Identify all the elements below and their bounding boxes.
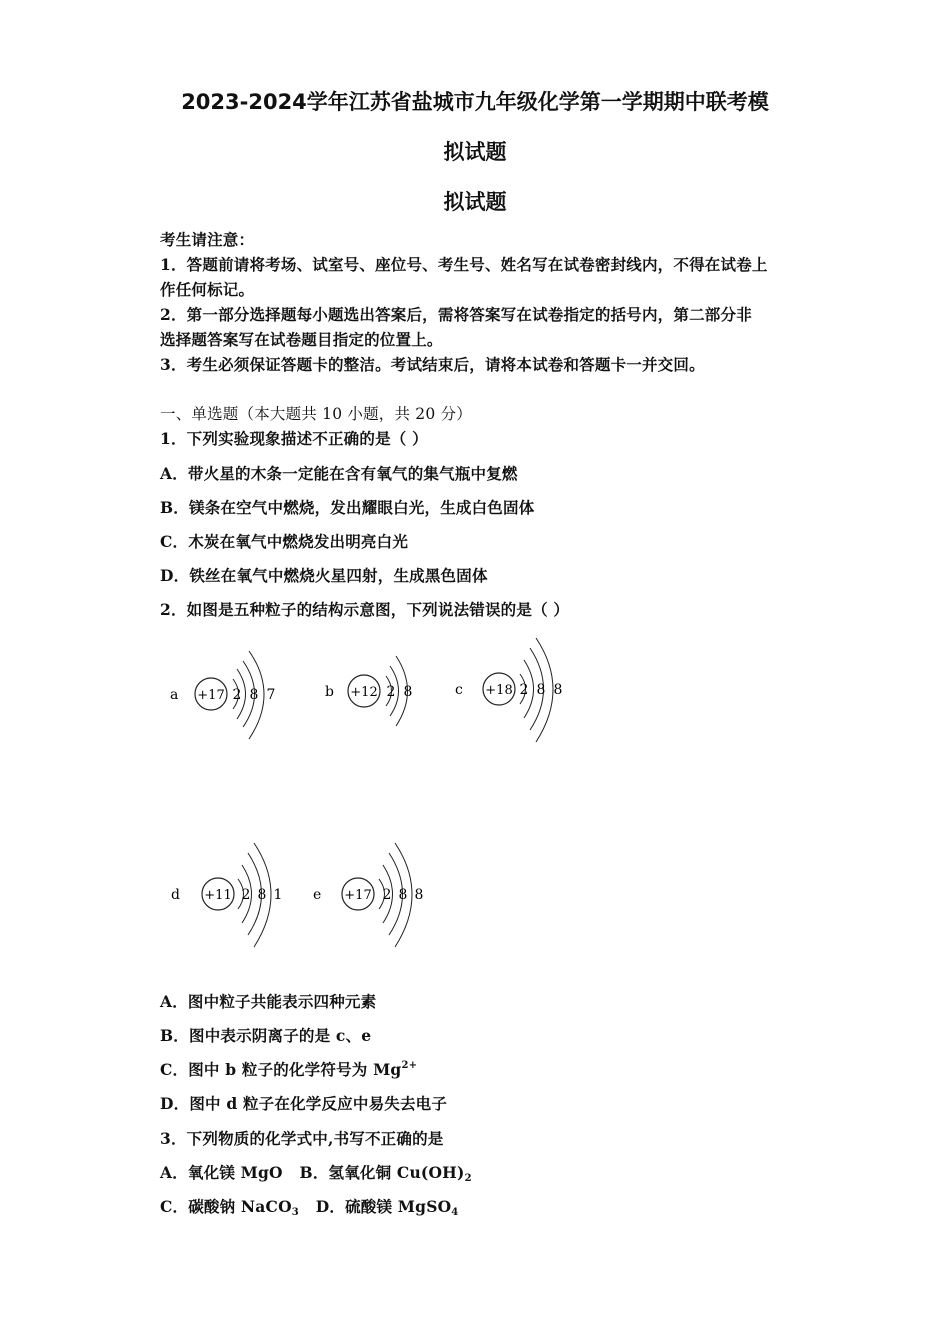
question-3-option-a: A．氧化镁 MgO	[160, 1163, 283, 1182]
page-subtitle: 拟试题	[443, 190, 507, 214]
particle-label: d	[171, 887, 180, 903]
question-3-option-d: D．硫酸镁 MgSO$_4$	[315, 1197, 459, 1218]
page-title-continued: 拟试题	[443, 140, 507, 164]
question-1-option-d: D．铁丝在氧气中燃烧火星四射，生成黑色固体	[160, 566, 488, 585]
question-1-stem: 1．下列实验现象描述不正确的是（ ）	[160, 429, 428, 448]
particle-diagram-c	[452, 630, 602, 750]
shell-electrons: 8	[414, 887, 424, 903]
shell-electrons: 8	[257, 887, 267, 903]
shell-electrons: 2	[386, 684, 396, 700]
nucleus-charge: +11	[204, 888, 232, 903]
particle-label: b	[325, 684, 334, 700]
shell-electrons: 8	[553, 682, 563, 698]
question-3-option-c: C．碳酸钠 NaCO$_3$	[160, 1197, 299, 1218]
section-heading: 一、单选题（本大题共 10 小题，共 20 分）	[160, 405, 472, 423]
notice-item: 3．考生必须保证答题卡的整洁。考试结束后，请将本试卷和答题卡一并交回。	[160, 355, 705, 374]
question-2-stem: 2．如图是五种粒子的结构示意图，下列说法错误的是（ ）	[160, 600, 570, 619]
shell-electrons: 2	[382, 887, 392, 903]
particle-label: a	[170, 687, 179, 703]
question-2-option-c: C．图中 b 粒子的化学符号为 $Mg^{2+}$	[160, 1060, 418, 1079]
nucleus-charge: +17	[344, 888, 372, 903]
particle-diagram-e	[310, 835, 460, 955]
notice-item: 1．答题前请将考场、试室号、座位号、考生号、姓名写在试卷密封线内，不得在试卷上	[160, 255, 768, 274]
question-3-option-b: B．氢氧化铜 $Cu(OH)_2$	[299, 1163, 472, 1184]
notice-item: 2．第一部分选择题每小题选出答案后，需将答案写在试卷指定的括号内，第二部分非	[160, 305, 752, 324]
particle-label: e	[313, 887, 322, 903]
shell-electrons: 2	[241, 887, 251, 903]
page-title: 2023-2024学年江苏省盐城市九年级化学第一学期期中联考模	[181, 90, 769, 114]
shell-electrons: 1	[273, 887, 283, 903]
nucleus-charge: +18	[485, 683, 513, 698]
question-1-option-a: A．带火星的木条一定能在含有氧气的集气瓶中复燃	[160, 464, 518, 483]
shell-electrons: 2	[519, 682, 529, 698]
question-3-options-cd	[160, 1195, 458, 1218]
notice-heading: 考生请注意：	[160, 230, 255, 249]
question-2-option-a: A．图中粒子共能表示四种元素	[160, 992, 377, 1011]
particle-label: c	[455, 682, 463, 698]
notice-item: 作任何标记。	[160, 280, 255, 299]
question-3-stem: 3．下列物质的化学式中,书写不正确的是	[160, 1129, 444, 1148]
question-3-options-ab	[160, 1161, 472, 1184]
shell-electrons: 8	[536, 682, 546, 698]
shell-electrons: 8	[249, 687, 259, 703]
shell-electrons: 8	[398, 887, 408, 903]
shell-electrons: 8	[403, 684, 413, 700]
particle-diagram-b	[320, 632, 470, 752]
shell-electrons: 2	[232, 687, 242, 703]
shell-electrons: 7	[266, 687, 276, 703]
nucleus-charge: +17	[197, 688, 225, 703]
question-1-option-c: C．木炭在氧气中燃烧发出明亮白光	[160, 532, 409, 551]
nucleus-charge: +12	[350, 685, 378, 700]
notice-item: 选择题答案写在试卷题目指定的位置上。	[160, 330, 443, 349]
question-2-option-b: B．图中表示阴离子的是 c、e	[160, 1026, 372, 1045]
particle-diagram-a	[165, 635, 315, 755]
question-2-option-d: D．图中 d 粒子在化学反应中易失去电子	[160, 1094, 448, 1113]
question-1-option-b: B．镁条在空气中燃烧，发出耀眼白光，生成白色固体	[160, 498, 535, 517]
particle-diagram-d	[168, 835, 318, 955]
